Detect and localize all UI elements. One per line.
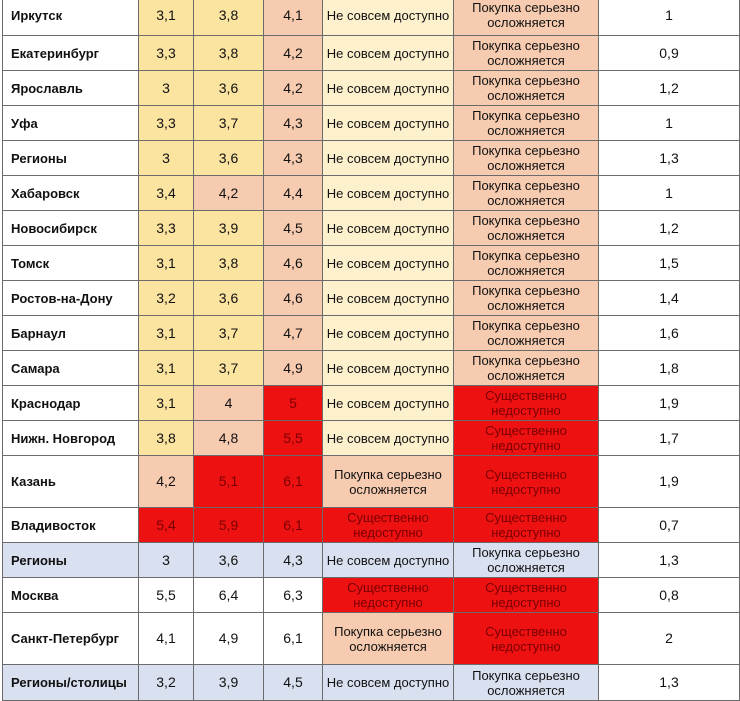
ratio-cell: 0,9 [599,36,740,71]
value-cell: 4,1 [264,0,323,36]
city-cell: Ярославль [3,71,139,106]
city-cell: Регионы [3,543,139,578]
ratio-cell: 1,9 [599,456,740,508]
ratio-cell: 1,3 [599,141,740,176]
value-cell: 4,5 [264,665,323,701]
city-cell: Томск [3,246,139,281]
status-cell: Покупка серьезно осложняется [454,176,599,211]
value-cell: 3,9 [194,211,264,246]
city-cell: Краснодар [3,386,139,421]
table-row [3,386,740,421]
status-cell: Покупка серьезно осложняется [454,665,599,701]
value-cell: 3,8 [194,36,264,71]
city-cell: Хабаровск [3,176,139,211]
value-cell: 3,1 [139,0,194,36]
status-cell: Покупка серьезно осложняется [454,36,599,71]
status-cell: Не совсем доступно [323,36,454,71]
status-cell: Не совсем доступно [323,176,454,211]
table-row [3,71,740,106]
value-cell: 4,2 [139,456,194,508]
value-cell: 3,4 [139,176,194,211]
value-cell: 6,3 [264,578,323,613]
status-cell: Покупка серьезно осложняется [454,141,599,176]
value-cell: 3,1 [139,246,194,281]
ratio-cell: 1 [599,106,740,141]
value-cell: 4,6 [264,281,323,316]
status-cell: Существенно недоступно [454,578,599,613]
value-cell: 3,7 [194,316,264,351]
table-row [3,456,740,508]
value-cell: 3 [139,71,194,106]
value-cell: 4,3 [264,106,323,141]
value-cell: 5,1 [194,456,264,508]
value-cell: 4,9 [264,351,323,386]
city-cell: Иркутск [3,0,139,36]
value-cell: 4,3 [264,543,323,578]
value-cell: 6,4 [194,578,264,613]
value-cell: 3,1 [139,386,194,421]
ratio-cell: 1,2 [599,71,740,106]
status-cell: Покупка серьезно осложняется [454,106,599,141]
city-cell: Москва [3,578,139,613]
status-cell: Существенно недоступно [454,386,599,421]
status-cell: Не совсем доступно [323,316,454,351]
ratio-cell: 1,4 [599,281,740,316]
status-cell: Не совсем доступно [323,246,454,281]
status-cell: Не совсем доступно [323,71,454,106]
ratio-cell: 1,2 [599,211,740,246]
ratio-cell: 1,3 [599,543,740,578]
value-cell: 5 [264,386,323,421]
city-cell: Самара [3,351,139,386]
city-cell: Нижн. Новгород [3,421,139,456]
value-cell: 5,5 [139,578,194,613]
value-cell: 3,1 [139,351,194,386]
table-row [3,613,740,665]
city-cell: Екатеринбург [3,36,139,71]
value-cell: 4,2 [194,176,264,211]
status-cell: Не совсем доступно [323,106,454,141]
value-cell: 3,2 [139,281,194,316]
value-cell: 3,8 [194,246,264,281]
value-cell: 4,3 [264,141,323,176]
city-cell: Казань [3,456,139,508]
value-cell: 3 [139,141,194,176]
status-cell: Не совсем доступно [323,351,454,386]
table-row [3,106,740,141]
table-row [3,0,740,36]
table-row [3,351,740,386]
city-cell: Регионы [3,141,139,176]
value-cell: 3,6 [194,71,264,106]
value-cell: 5,4 [139,508,194,543]
ratio-cell: 2 [599,613,740,665]
status-cell: Существенно недоступно [454,456,599,508]
city-cell: Владивосток [3,508,139,543]
status-cell: Не совсем доступно [323,0,454,36]
value-cell: 5,5 [264,421,323,456]
status-cell: Не совсем доступно [323,141,454,176]
status-cell: Покупка серьезно осложняется [454,316,599,351]
table-row [3,316,740,351]
table-row [3,543,740,578]
value-cell: 4 [194,386,264,421]
status-cell: Покупка серьезно осложняется [454,246,599,281]
value-cell: 3,2 [139,665,194,701]
value-cell: 4,6 [264,246,323,281]
table-row [3,421,740,456]
ratio-cell: 0,8 [599,578,740,613]
city-cell: Регионы/столицы [3,665,139,701]
status-cell: Не совсем доступно [323,543,454,578]
status-cell: Существенно недоступно [454,421,599,456]
table-row [3,578,740,613]
ratio-cell: 1,7 [599,421,740,456]
value-cell: 4,2 [264,36,323,71]
value-cell: 3,7 [194,351,264,386]
table-row [3,36,740,71]
value-cell: 3,6 [194,141,264,176]
city-cell: Барнаул [3,316,139,351]
value-cell: 3 [139,543,194,578]
status-cell: Покупка серьезно осложняется [454,71,599,106]
table-row [3,246,740,281]
value-cell: 3,9 [194,665,264,701]
value-cell: 3,7 [194,106,264,141]
status-cell: Покупка серьезно осложняется [454,0,599,36]
status-cell: Покупка серьезно осложняется [323,456,454,508]
ratio-cell: 1 [599,0,740,36]
table-row [3,508,740,543]
value-cell: 4,5 [264,211,323,246]
value-cell: 3,8 [139,421,194,456]
value-cell: 3,1 [139,316,194,351]
value-cell: 4,2 [264,71,323,106]
status-cell: Существенно недоступно [323,578,454,613]
status-cell: Не совсем доступно [323,421,454,456]
ratio-cell: 1 [599,176,740,211]
ratio-cell: 0,7 [599,508,740,543]
value-cell: 4,9 [194,613,264,665]
status-cell: Не совсем доступно [323,386,454,421]
status-cell: Покупка серьезно осложняется [454,281,599,316]
city-cell: Санкт-Петербург [3,613,139,665]
status-cell: Покупка серьезно осложняется [454,211,599,246]
value-cell: 4,7 [264,316,323,351]
ratio-cell: 1,6 [599,316,740,351]
ratio-cell: 1,8 [599,351,740,386]
value-cell: 3,6 [194,543,264,578]
city-cell: Ростов-на-Дону [3,281,139,316]
status-cell: Не совсем доступно [323,665,454,701]
city-cell: Уфа [3,106,139,141]
ratio-cell: 1,3 [599,665,740,701]
status-cell: Покупка серьезно осложняется [323,613,454,665]
status-cell: Существенно недоступно [454,508,599,543]
value-cell: 6,1 [264,613,323,665]
value-cell: 3,3 [139,36,194,71]
value-cell: 5,9 [194,508,264,543]
city-cell: Новосибирск [3,211,139,246]
table-row [3,141,740,176]
status-cell: Существенно недоступно [323,508,454,543]
status-cell: Покупка серьезно осложняется [454,351,599,386]
value-cell: 3,8 [194,0,264,36]
table-row [3,665,740,701]
value-cell: 4,4 [264,176,323,211]
affordability-table [2,0,740,701]
status-cell: Покупка серьезно осложняется [454,543,599,578]
value-cell: 4,8 [194,421,264,456]
value-cell: 6,1 [264,456,323,508]
ratio-cell: 1,5 [599,246,740,281]
value-cell: 3,6 [194,281,264,316]
table-row [3,176,740,211]
status-cell: Не совсем доступно [323,281,454,316]
value-cell: 4,1 [139,613,194,665]
value-cell: 3,3 [139,211,194,246]
ratio-cell: 1,9 [599,386,740,421]
status-cell: Существенно недоступно [454,613,599,665]
value-cell: 6,1 [264,508,323,543]
table-row [3,211,740,246]
value-cell: 3,3 [139,106,194,141]
status-cell: Не совсем доступно [323,211,454,246]
table-row [3,281,740,316]
